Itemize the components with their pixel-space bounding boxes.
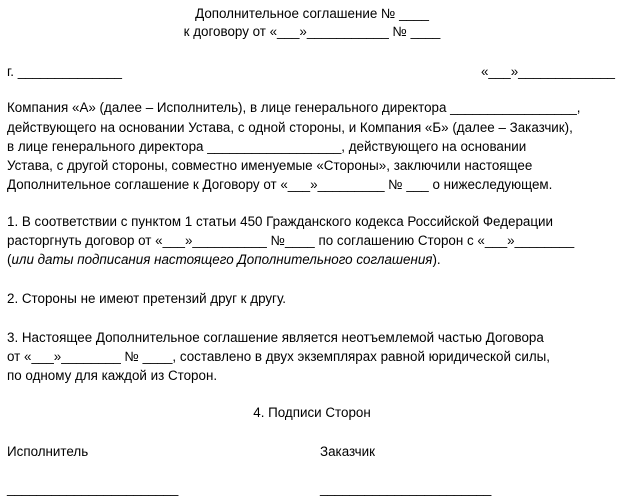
preamble-line: действующего на основании Устава, с одной стороны, и Компания «Б» (далее – Заказчик), <box>7 120 573 135</box>
clause-1-line <box>7 252 441 268</box>
executor-signature-line: _______________________ <box>7 481 179 496</box>
clause-1-line: 1. В соответствии с пунктом 1 статьи 450 Гражданского кодекса Российской Федерации <box>7 214 553 229</box>
clause-3-line: по одному для каждой из Сторон. <box>7 368 218 383</box>
preamble-line: Компания «А» (далее – Исполнитель), в лице генерального директора _________________, <box>7 100 581 115</box>
clause-1-italic-note: или даты подписания настоящего Дополнительного соглашения <box>11 252 433 267</box>
clause-1-paren-close: ). <box>432 252 441 267</box>
preamble-line: Устава, с другой стороны, совместно именуемые «Стороны», заключили настоящее <box>7 158 533 173</box>
document-subtitle: к договору от «___»___________ № ____ <box>183 24 441 39</box>
clause-3-line: от «___»________ № ____, составлено в двух экземплярах равной юридической силы, <box>7 349 551 364</box>
customer-signature-line: _______________________ <box>320 481 492 496</box>
executor-label: Исполнитель <box>7 444 89 459</box>
date-field: «___»_____________ <box>480 64 615 79</box>
preamble-line: в лице генерального директора __________________, действующего на основании <box>7 139 527 154</box>
clause-2: 2. Стороны не имеют претензий друг к другу. <box>7 291 287 306</box>
city-field: г. ______________ <box>7 64 122 79</box>
clause-1-line: расторгнуть договор от «___»__________ №____ по соглашению Сторон с «___»________ <box>7 233 575 248</box>
preamble-line: Дополнительное соглашение к Договору от «___»_________ № ___ о нижеследующем. <box>7 177 553 192</box>
signatures-heading: 4. Подписи Сторон <box>253 405 371 420</box>
document-title: Дополнительное соглашение № ____ <box>195 6 429 21</box>
customer-label: Заказчик <box>320 444 375 459</box>
clause-3-line: 3. Настоящее Дополнительное соглашение является неотъемлемой частью Договора <box>7 330 544 345</box>
clause-1-paren-open: ( <box>7 252 12 267</box>
